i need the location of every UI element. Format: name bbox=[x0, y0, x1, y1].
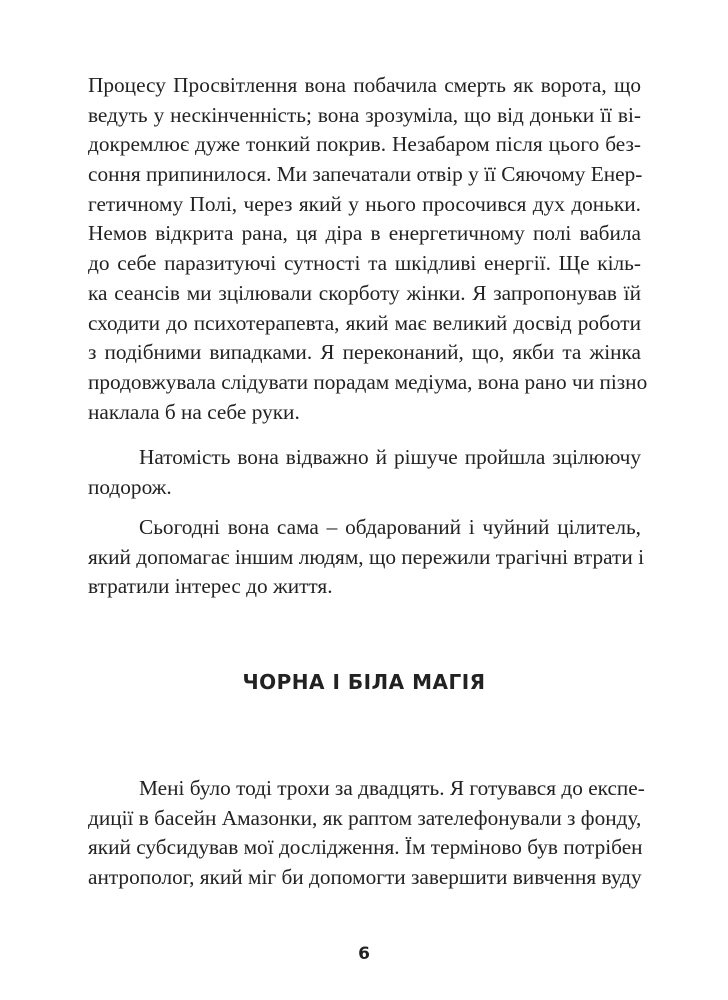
text-line: з подібними випадками. Я переконаний, що, якби та жінка bbox=[88, 340, 641, 365]
text-line: антрополог, який міг би допомогти завершити вивчення вуду bbox=[88, 865, 642, 890]
paragraph-3 bbox=[88, 513, 644, 602]
text-line: наклала б на себе руки. bbox=[88, 399, 300, 424]
text-line: диції в басейн Амазонки, як раптом зателефонували з фонду, bbox=[88, 805, 642, 830]
text-line: Процесу Просвітлення вона побачила смерть як ворота, що bbox=[88, 73, 641, 97]
text-line: сходити до психотерапевта, який має великий досвід роботи bbox=[88, 310, 641, 335]
text-line: подорож. bbox=[88, 474, 172, 499]
paragraph-1 bbox=[88, 71, 648, 427]
page-number: 6 bbox=[358, 944, 370, 964]
text-line: втратили інтерес до життя. bbox=[88, 574, 333, 599]
text-line: соння припинилося. Ми запечатали отвір у її Сяючому Енер- bbox=[88, 162, 643, 187]
paragraph-4 bbox=[88, 774, 645, 893]
text-line: ведуть у нескінченність; вона зрозуміла, що від доньки її ві- bbox=[88, 102, 641, 127]
paragraph-2 bbox=[88, 443, 641, 502]
text-line: гетичному Полі, через який у нього просочився дух доньки. bbox=[88, 191, 641, 216]
text-line: Мені було тоді трохи за двадцять. Я готувався до експе- bbox=[139, 776, 645, 800]
text-line: Немов відкрита рана, ця діра в енергетичному полі вабила bbox=[88, 221, 641, 246]
text-line: докремлює дуже тонкий покрив. Незабаром після цього без- bbox=[88, 132, 641, 157]
text-line: ка сеансів ми зцілювали скорботу жінки. Я запропонував їй bbox=[88, 280, 641, 305]
text-line: який субсидував мої дослідження. Їм терміново був потрібен bbox=[88, 835, 643, 860]
text-line: до себе паразитуючі сутності та шкідливі енергії. Ще кіль- bbox=[88, 251, 641, 276]
section-heading: ЧОРНА І БІЛА МАГІЯ bbox=[242, 670, 486, 694]
text-line: Натомість вона відважно й рішуче пройшла зцілюючу bbox=[139, 445, 641, 469]
text-line: продовжувала слідувати порадам медіума, вона рано чи пізно bbox=[88, 369, 648, 394]
text-line: який допомагає іншим людям, що пережили трагічні втрати і bbox=[88, 544, 644, 569]
text-line: Сьогодні вона сама – обдарований і чуйний цілитель, bbox=[139, 515, 641, 539]
